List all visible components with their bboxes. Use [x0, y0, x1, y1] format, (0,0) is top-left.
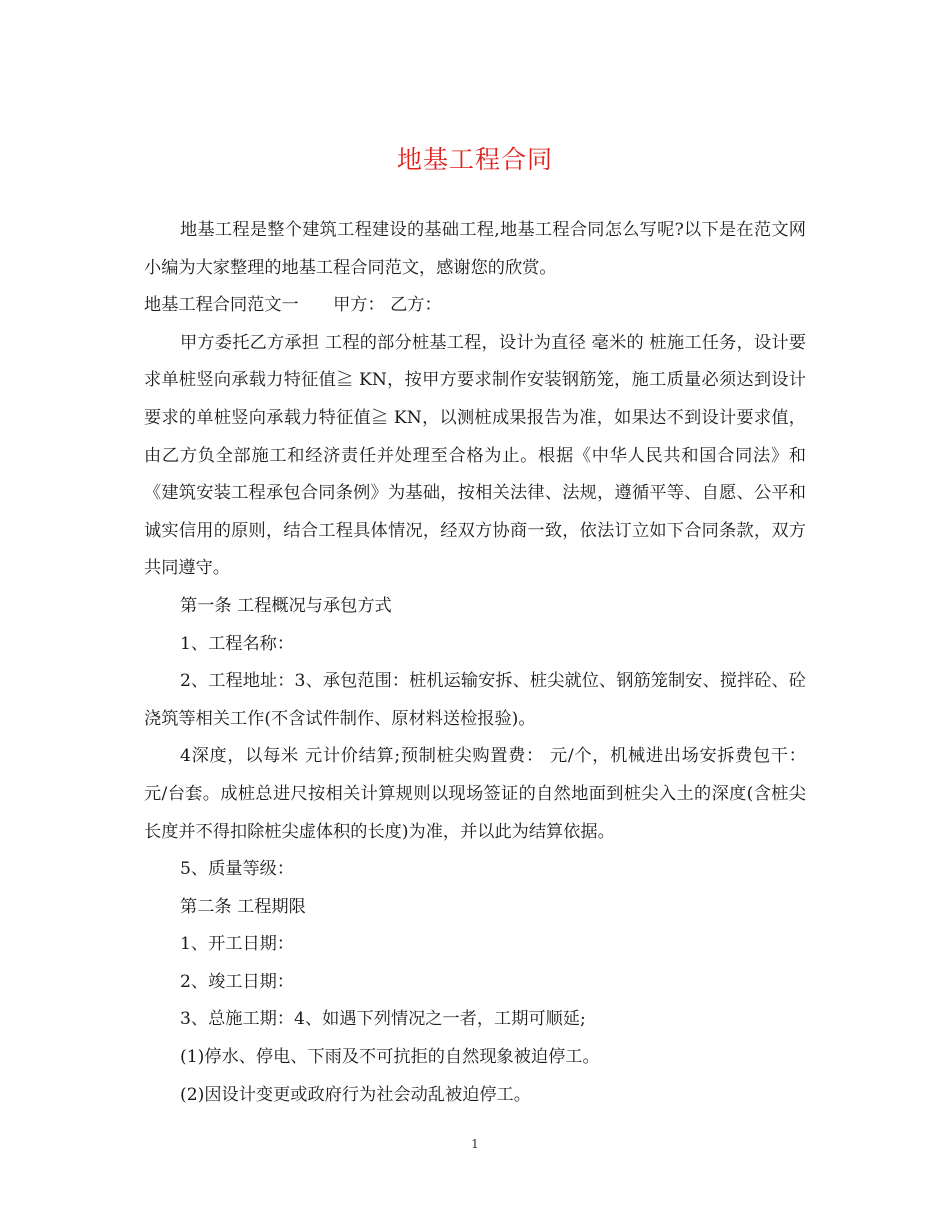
paragraph-start-date: 1、开工日期：	[180, 934, 295, 955]
paragraph-sample-heading: 地基工程合同范文一 甲方： 乙方：	[144, 295, 442, 316]
paragraph-article-one: 第一条 工程概况与承包方式	[180, 595, 392, 616]
paragraph-condition-two: (2)因设计变更或政府行为社会动乱被迫停工。	[180, 1084, 531, 1105]
document-body	[144, 212, 806, 1114]
paragraph-project-name: 1、工程名称：	[180, 633, 295, 654]
paragraph-quality-grade: 5、质量等级：	[180, 859, 295, 880]
paragraph-article-two: 第二条 工程期限	[180, 896, 306, 917]
paragraph-project-address: 2、工程地址：3、承包范围：桩机运输安拆、桩尖就位、钢筋笼制安、搅拌砼、砼浇筑等相关工作(不含试件制作、原材料送检报验)。	[144, 671, 806, 729]
paragraph-intro: 地基工程是整个建筑工程建设的基础工程,地基工程合同怎么写呢?以下是在范文网小编为大家整理的地基工程合同范文，感谢您的欣赏。	[144, 220, 806, 278]
paragraph-condition-one: (1)停水、停电、下雨及不可抗拒的自然现象被迫停工。	[180, 1047, 600, 1068]
paragraph-completion-date: 2、竣工日期：	[180, 971, 295, 992]
page-number: 1	[471, 1137, 479, 1151]
paragraph-total-period: 3、总施工期：4、如遇下列情况之一者，工期可顺延;	[180, 1009, 586, 1030]
page-title: 地基工程合同	[396, 145, 553, 174]
paragraph-pricing: 4深度，以每米 元计价结算;预制桩尖购置费： 元/个，机械进出场安拆费包干： 元/台套。成桩总进尺按相关计算规则以现场签证的自然地面到桩尖入土的深度(含桩尖长度并不得扣除桩尖虚体积的长度)为准，并以此为结算依据。	[144, 746, 806, 842]
paragraph-commission: 甲方委托乙方承担 工程的部分桩基工程，设计为直径 毫米的 桩施工任务，设计要求单桩竖向承载力特征值≧ KN，按甲方要求制作安装钢筋笼，施工质量必须达到设计要求的单桩竖向承载力特征值≧ KN，以测桩成果报告为准，如果达不到设计要求值，由乙方负全部施工和经济责任并处理至合格为止。根据《中华人民共和国合同法》和《建筑安装工程承包合同条例》为基础，按相关法律、法规，遵循平等、自愿、公平和诚实信用的原则，结合工程具体情况，经双方协商一致，依法订立如下合同条款，双方共同遵守。	[144, 332, 806, 579]
